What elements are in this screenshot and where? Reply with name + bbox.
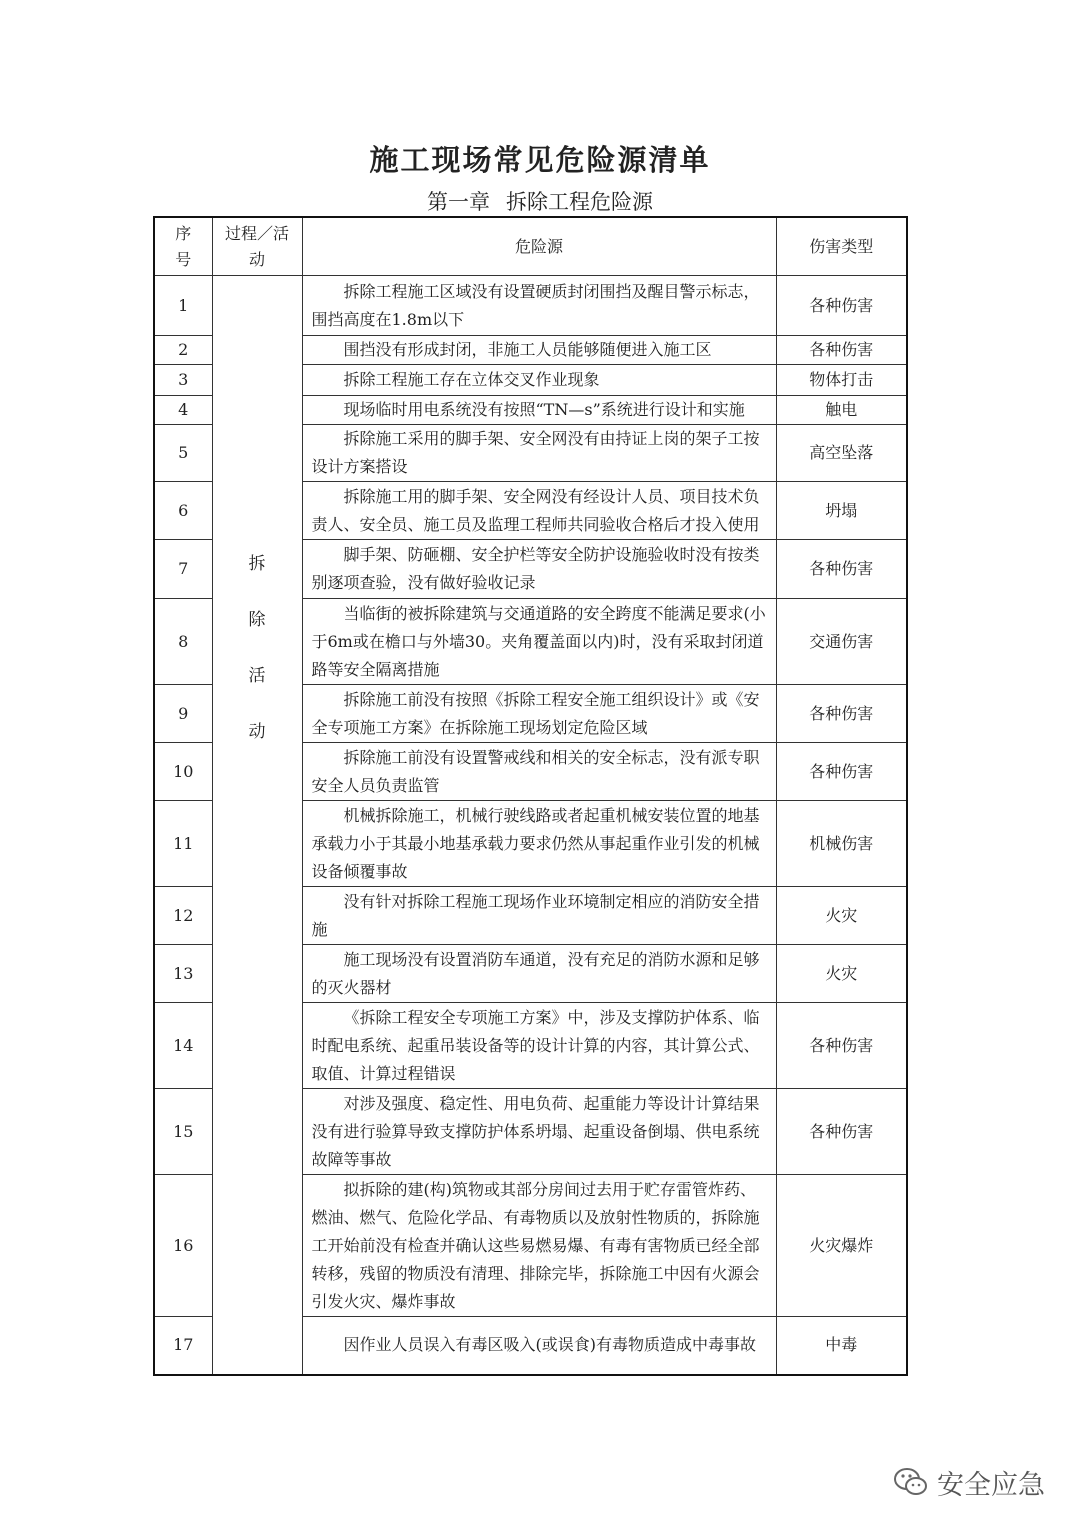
row-number: 7 [154, 540, 212, 599]
hazard-table-body [154, 276, 907, 1375]
injury-type: 火灾 [776, 945, 907, 1003]
hazard-source-text: 因作业人员误入有毒区吸入(或误食)有毒物质造成中毒事故 [343, 1335, 756, 1355]
hazard-source-text: 拆除工程施工区域没有设置硬质封闭围挡及醒目警示标志，围挡高度在1.8m以下 [311, 281, 760, 329]
header-source: 危险源 [302, 217, 776, 276]
hazard-source-text: 围挡没有形成封闭，非施工人员能够随便进入施工区 [343, 340, 712, 359]
hazard-source-text: 脚手架、防砸棚、安全护栏等安全防护设施验收时没有按类别逐项查验，没有做好验收记录 [311, 545, 760, 592]
header-no [154, 217, 212, 276]
injury-type: 机械伤害 [776, 801, 907, 887]
injury-type: 火灾 [776, 887, 907, 945]
hazard-source [302, 336, 776, 365]
hazard-source-text: 当临街的被拆除建筑与交通道路的安全跨度不能满足要求(小于6m或在檐口与外墙30。夹角覆盖面以内)时，没有采取封闭道路等安全隔离措施 [311, 603, 766, 679]
hazard-source-text: 机械拆除施工，机械行驶线路或者起重机械安装位置的地基承载力小于其最小地基承载力要求仍然从事起重作业引发的机械设备倾覆事故 [311, 805, 760, 881]
row-number: 1 [154, 276, 212, 336]
row-number: 15 [154, 1089, 212, 1175]
injury-type: 各种伤害 [776, 1003, 907, 1089]
table-header-row [154, 217, 907, 276]
row-number: 11 [154, 801, 212, 887]
injury-type: 触电 [776, 396, 907, 425]
chapter-number: 第一章 [427, 190, 490, 214]
hazard-source-text: 现场临时用电系统没有按照“TN—s”系统进行设计和实施 [343, 400, 745, 419]
hazard-source [302, 801, 776, 887]
hazard-table [153, 216, 908, 1376]
table-row [154, 276, 907, 336]
injury-type: 交通伤害 [776, 599, 907, 685]
hazard-source-text: 拆除施工采用的脚手架、安全网没有由持证上岗的架子工按设计方案搭设 [311, 429, 760, 476]
header-no-label: 序号 [175, 223, 192, 269]
hazard-source-text: 对涉及强度、稳定性、用电负荷、起重能力等设计计算结果没有进行验算导致支撑防护体系坍塌、起重设备倒塌、供电系统故障等事故 [311, 1093, 760, 1169]
header-process-label: 过程／活动 [224, 223, 289, 269]
chapter-heading: 拆除工程危险源 [506, 190, 653, 214]
hazard-source [302, 887, 776, 945]
header-process [212, 217, 302, 276]
watermark-text: 安全应急 [937, 1469, 1045, 1501]
hazard-source [302, 1089, 776, 1175]
row-number: 8 [154, 599, 212, 685]
hazard-source-text: 拟拆除的建(构)筑物或其部分房间过去用于贮存雷管炸药、燃油、燃气、危险化学品、有毒物质以及放射性物质的，拆除施工开始前没有检查并确认这些易燃易爆、有毒有害物质已经全部转移，残留的物质没有清理、排除完毕，拆除施工中因有火源会引发火灾、爆炸事故 [311, 1179, 760, 1311]
hazard-source [302, 396, 776, 425]
hazard-source [302, 685, 776, 743]
injury-type: 各种伤害 [776, 685, 907, 743]
hazard-source [302, 599, 776, 685]
injury-type: 各种伤害 [776, 540, 907, 599]
wechat-icon [893, 1466, 929, 1498]
hazard-source-text: 拆除施工用的脚手架、安全网没有经设计人员、项目技术负责人、安全员、施工员及监理工程师共同验收合格后才投入使用 [311, 486, 760, 534]
hazard-source-text: 拆除施工前没有设置警戒线和相关的安全标志，没有派专职安全人员负责监管 [311, 747, 760, 795]
hazard-source-text: 施工现场没有设置消防车通道，没有充足的消防水源和足够的灭火器材 [311, 949, 760, 997]
injury-type: 各种伤害 [776, 336, 907, 365]
header-injury: 伤害类型 [776, 217, 907, 276]
injury-type: 坍塌 [776, 482, 907, 540]
row-number: 4 [154, 396, 212, 425]
injury-type: 各种伤害 [776, 276, 907, 336]
process-cell [212, 276, 302, 1375]
hazard-source [302, 540, 776, 599]
row-number: 14 [154, 1003, 212, 1089]
hazard-source [302, 743, 776, 801]
watermark [893, 1460, 1045, 1504]
process-label: 拆除活动 [248, 554, 266, 742]
injury-type: 中毒 [776, 1317, 907, 1375]
row-number: 13 [154, 945, 212, 1003]
row-number: 17 [154, 1317, 212, 1375]
chapter-subtitle [0, 186, 1080, 216]
hazard-source [302, 425, 776, 482]
injury-type: 各种伤害 [776, 1089, 907, 1175]
row-number: 10 [154, 743, 212, 801]
row-number: 16 [154, 1175, 212, 1317]
injury-type: 高空坠落 [776, 425, 907, 482]
page-title: 施工现场常见危险源清单 [369, 143, 711, 177]
row-number: 6 [154, 482, 212, 540]
hazard-source [302, 1003, 776, 1089]
injury-type: 火灾爆炸 [776, 1175, 907, 1317]
injury-type: 物体打击 [776, 365, 907, 396]
hazard-source [302, 482, 776, 540]
row-number: 9 [154, 685, 212, 743]
hazard-source-text: 没有针对拆除工程施工现场作业环境制定相应的消防安全措施 [311, 891, 760, 939]
row-number: 2 [154, 336, 212, 365]
row-number: 3 [154, 365, 212, 396]
row-number: 5 [154, 425, 212, 482]
row-number: 12 [154, 887, 212, 945]
hazard-source-text: 拆除施工前没有按照《拆除工程安全施工组织设计》或《安全专项施工方案》在拆除施工现场划定危险区域 [311, 689, 760, 737]
hazard-source [302, 365, 776, 396]
hazard-source-text: 拆除工程施工存在立体交叉作业现象 [343, 370, 600, 389]
hazard-source [302, 1317, 776, 1375]
hazard-source [302, 945, 776, 1003]
injury-type: 各种伤害 [776, 743, 907, 801]
hazard-source-text: 《拆除工程安全专项施工方案》中，涉及支撑防护体系、临时配电系统、起重吊装设备等的设计计算的内容，其计算公式、取值、计算过程错误 [311, 1007, 760, 1083]
hazard-source [302, 276, 776, 336]
hazard-source [302, 1175, 776, 1317]
